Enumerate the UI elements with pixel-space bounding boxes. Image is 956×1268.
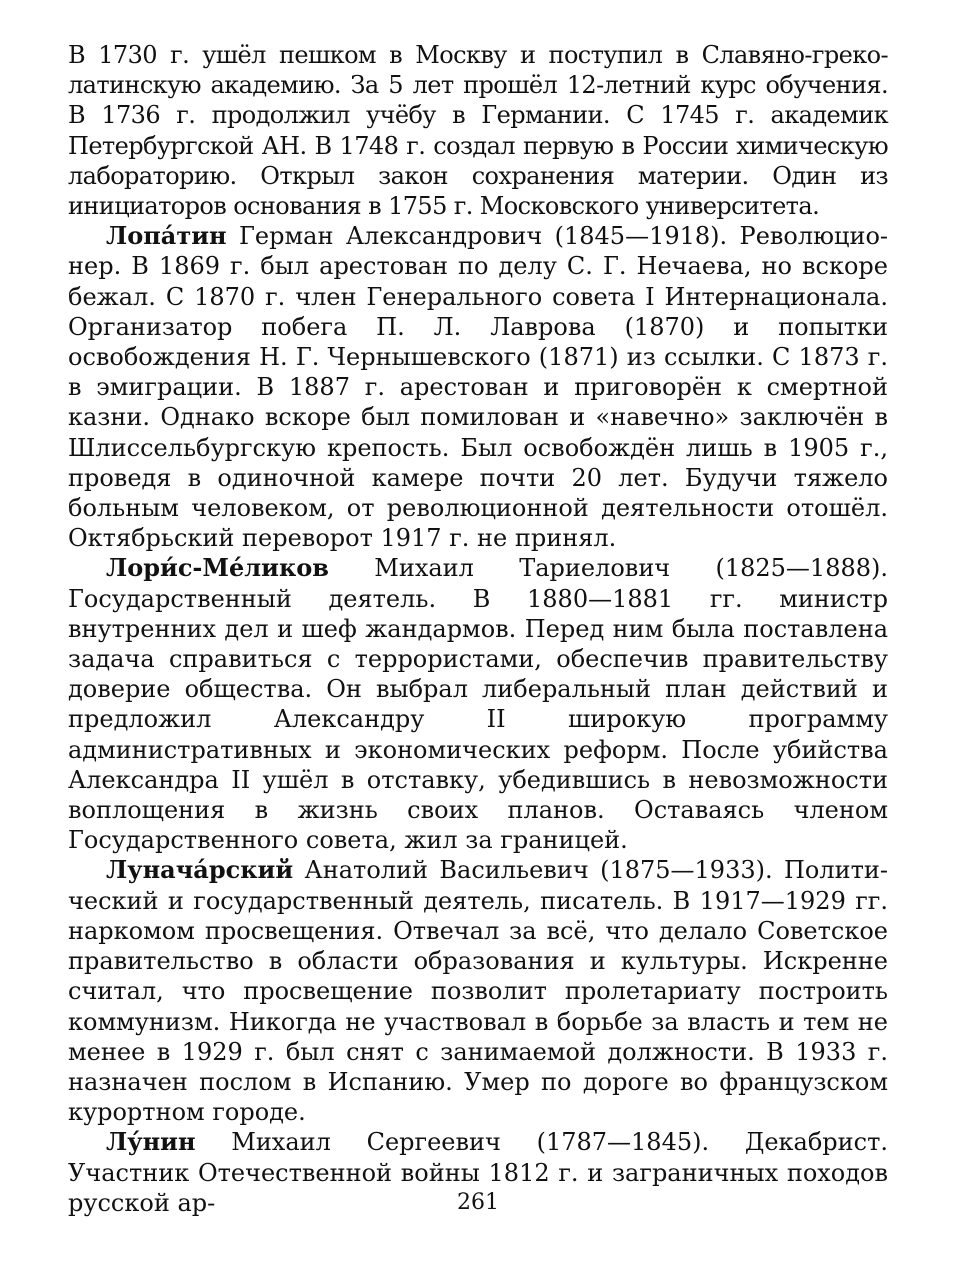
document-page bbox=[68, 40, 888, 1218]
paragraph-loris-melikov bbox=[68, 553, 888, 855]
paragraph-text: В 1730 г. ушёл пешком в Москву и поступил в Славяно-греко-латинскую академию. За 5 лет прошёл 12-летний курс обучения. В 1736 г. продолжил учёбу в Германии. С 1745 г. академик Петербургской АН. В 1748 г. создал первую в России химическую лабораторию. Открыл закон сохранения материи. Один из инициаторов основания в 1755 г. Московского университета. bbox=[68, 41, 888, 221]
paragraph-text: Герман Александрович (1845—1918). Революционер. В 1869 г. был арестован по делу С. Г. Нечаева, но вскоре бежал. С 1870 г. член Генерального совета I Интернационала. Организатор побега П. Л. Лаврова (1870) и попытки освобождения Н. Г. Чернышевского (1871) из ссылки. С 1873 г. в эмиграции. В 1887 г. арестован и приговорён к смертной казни. Однако вскоре был помилован и «навечно» заключён в Шлиссельбургскую крепость. Был освобождён лишь в 1905 г., проведя в одиночной камере почти 20 лет. Будучи тяжело больным человеком, от революционной деятельности отошёл. Октябрьский переворот 1917 г. не принял. bbox=[68, 222, 888, 553]
paragraph-lomonosov-continuation bbox=[68, 40, 888, 221]
entry-name-lunacharsky: Лунача́рский bbox=[106, 855, 294, 885]
entry-name-loris-melikov: Лори́с-Ме́ликов bbox=[106, 553, 329, 583]
entry-name-lopatin: Лопа́тин bbox=[106, 221, 227, 251]
entry-name-lunin: Лу́нин bbox=[106, 1127, 196, 1157]
page-number: 261 bbox=[457, 1190, 499, 1215]
paragraph-text: Анатолий Васильевич (1875—1933). Политический и государственный деятель, писатель. В 1917—1929 гг. наркомом просвещения. Отвечал за всё, что делало Советское правительство в области образования и культуры. Искренне считал, что просвещение позволит пролетариату построить коммунизм. Никогда не участвовал в борьбе за власть и тем не менее в 1929 г. был снят с занимаемой должности. В 1933 г. назначен послом в Испанию. Умер по дороге во французском курортном городе. bbox=[68, 856, 888, 1127]
paragraph-lopatin bbox=[68, 221, 888, 553]
paragraph-text: Михаил Тариелович (1825—1888). Государственный деятель. В 1880—1881 гг. министр внутренних дел и шеф жандармов. Перед ним была поставлена задача справиться с террористами, обеспечив правительству доверие общества. Он выбрал либеральный план действий и предложил Александру II широкую программу административных и экономических реформ. После убийства Александра II ушёл в отставку, убедившись в невозможности воплощения в жизнь своих планов. Оставаясь членом Государственного совета, жил за границей. bbox=[68, 554, 888, 855]
paragraph-lunacharsky bbox=[68, 855, 888, 1127]
paragraph-text: Михаил Сергеевич (1787—1845). Декабрист. Участник Отечественной войны 1812 г. и заграничных походов русской ар- bbox=[68, 1128, 888, 1217]
